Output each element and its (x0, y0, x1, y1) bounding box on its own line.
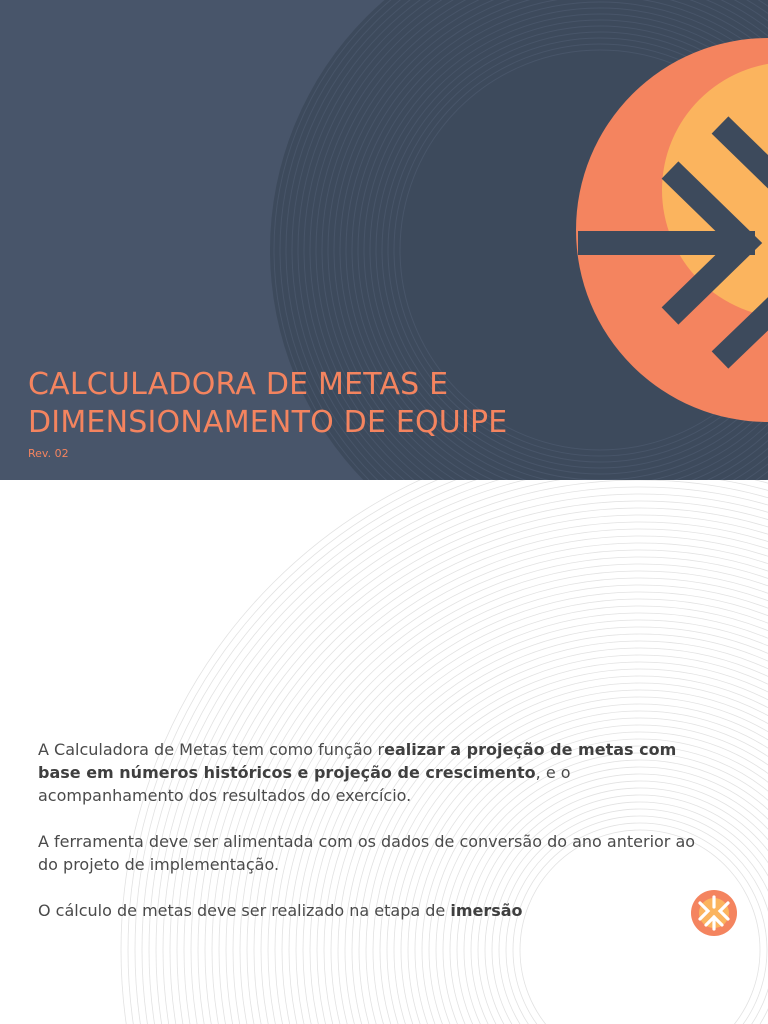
title-line-1: CALCULADORA DE METAS E (28, 367, 449, 402)
title-line-2: DIMENSIONAMENTO DE EQUIPE (28, 405, 508, 440)
p3-text-a: O cálculo de metas deve ser realizado na etapa de (38, 901, 451, 920)
converge-logo-icon (690, 889, 738, 937)
paragraph-3 (38, 899, 718, 922)
description-text (38, 738, 718, 945)
page-title (28, 366, 507, 442)
paragraph-1 (38, 738, 718, 807)
cover-hero (0, 0, 768, 480)
p1-text-a: A Calculadora de Metas tem como função r (38, 740, 385, 759)
p1-text-bold: ealizar a projeção de metas com base em números históricos e projeção de crescimento (38, 740, 677, 782)
p1-text-c: , e o acompanhamento dos resultados do exercício. (38, 763, 571, 805)
paragraph-2: A ferramenta deve ser alimentada com os dados de conversão do ano anterior ao do projeto de implementação. (38, 832, 696, 874)
revision-label: Rev. 02 (28, 447, 69, 460)
p3-text-bold: imersão (450, 901, 523, 920)
